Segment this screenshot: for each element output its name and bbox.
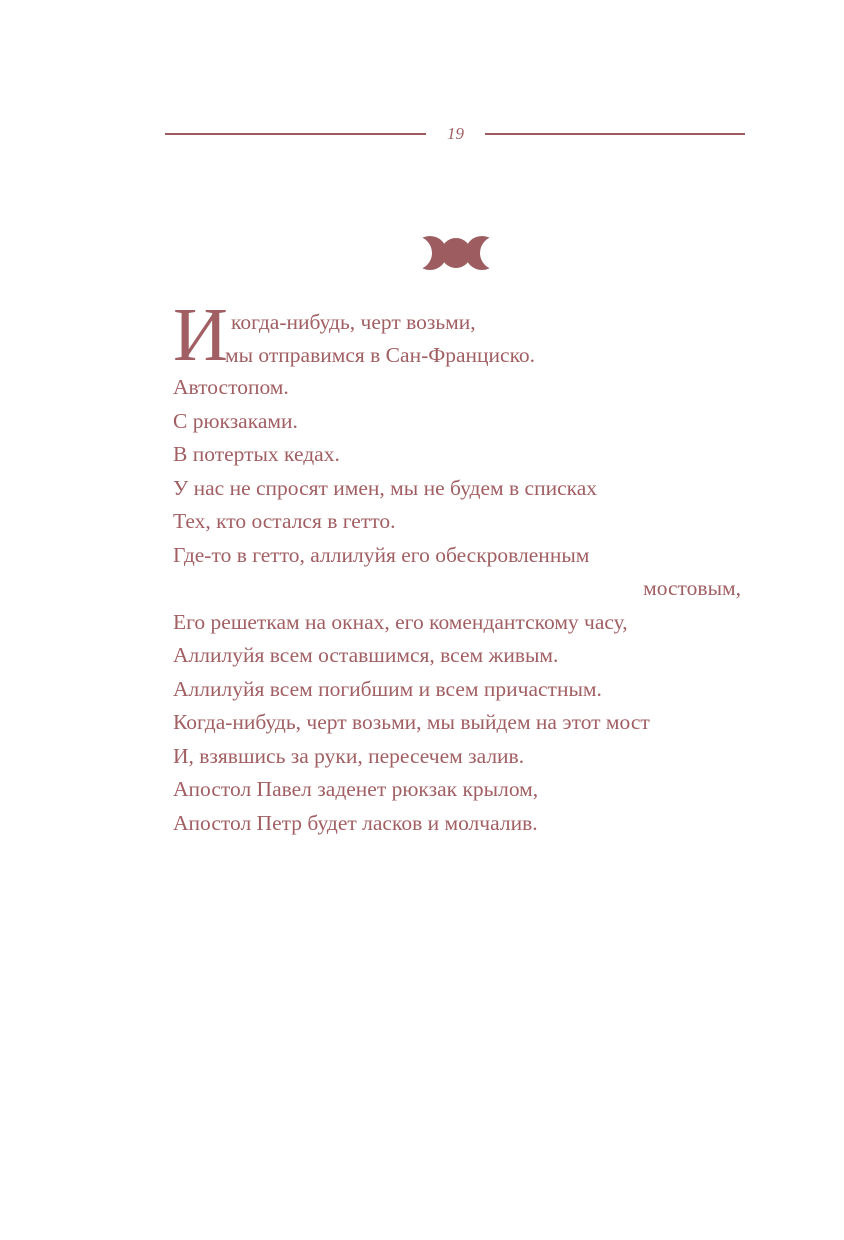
drop-cap: И [173, 293, 228, 377]
poem-line: Автостопом. [173, 375, 289, 399]
poem-line: Его решеткам на окнах, его комендантскому часу, [173, 609, 628, 634]
poem-line: В потертых кедах. [173, 442, 340, 466]
poem-line: У нас не спросят имен, мы не будем в списках [173, 475, 598, 500]
poem [173, 293, 748, 840]
poem-line: мы отправимся в Сан-Франциско. [225, 343, 536, 367]
page-number: 19 [447, 124, 464, 143]
poem-line: Тех, кто остался в гетто. [173, 509, 396, 533]
poem-line: Аллилуйя всем оставшимся, всем живым. [173, 643, 559, 667]
poem-line: Аллилуйя всем погибшим и всем причастным. [173, 676, 602, 701]
poem-opening [173, 293, 748, 377]
poem-line: Апостол Петр будет ласков и молчалив. [173, 810, 538, 835]
header-rule-left [165, 133, 426, 135]
poem-line: когда-нибудь, черт возьми, [231, 310, 476, 334]
header-rule-right [485, 133, 745, 135]
poem-line: Когда-нибудь, черт возьми, мы выйдем на этот мост [173, 710, 650, 734]
poem-line-continuation: мостовым, [643, 576, 741, 600]
triple-moon-icon [418, 235, 494, 271]
poem-lines [173, 371, 748, 840]
poem-line: Апостол Павел заденет рюкзак крылом, [173, 777, 539, 801]
poem-line: Где-то в гетто, аллилуйя его обескровленным [173, 542, 590, 567]
poem-line: С рюкзаками. [173, 408, 298, 433]
poem-line: И, взявшись за руки, пересечем залив. [173, 743, 525, 768]
